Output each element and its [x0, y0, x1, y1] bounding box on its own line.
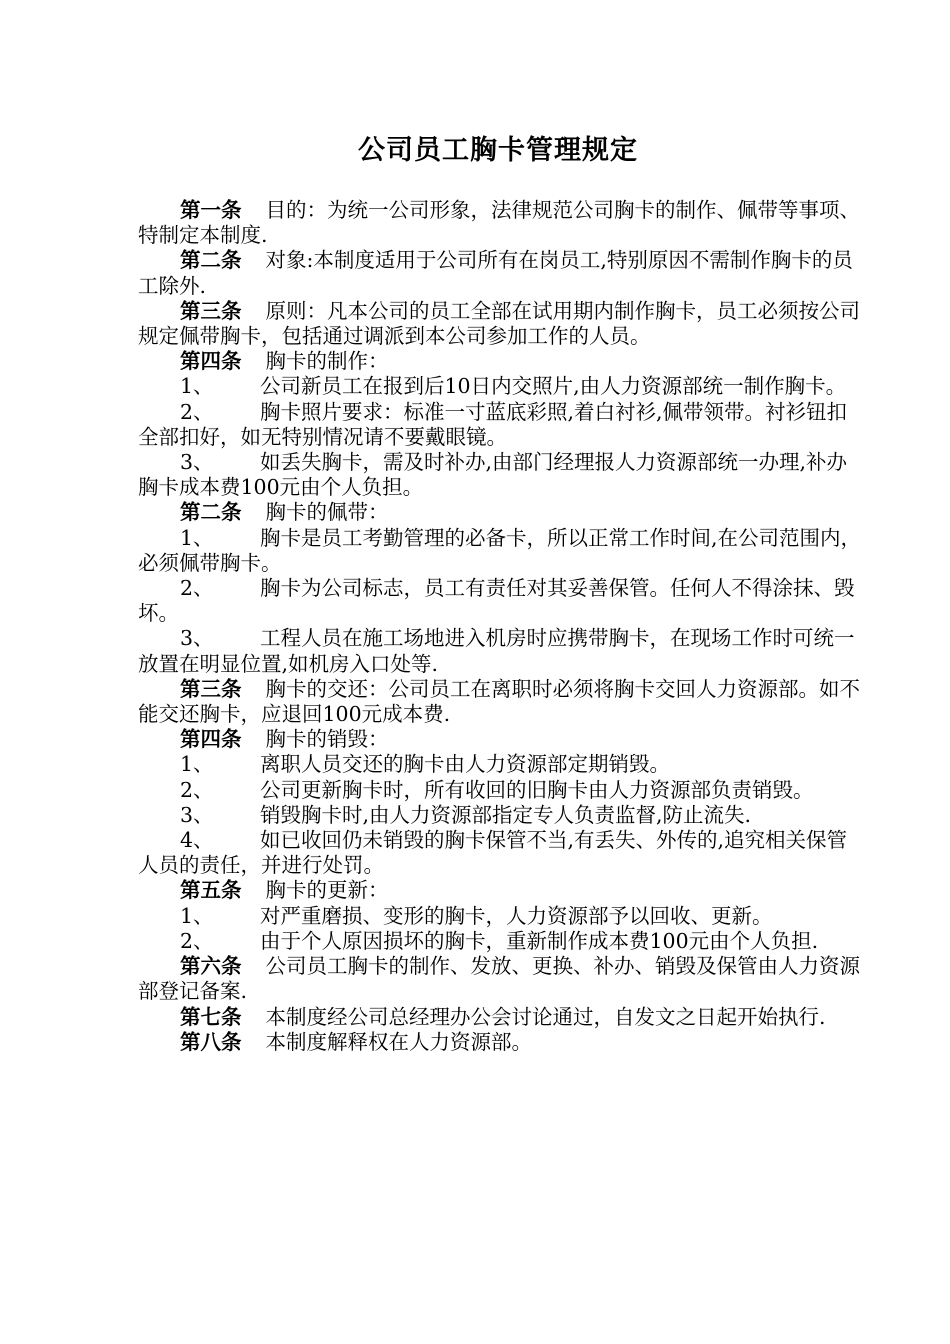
list-number: 2、	[180, 576, 214, 601]
paragraph-text: 公司员工胸卡的制作、发放、更换、补办、销毁及保管由人力资源部登记备案.	[138, 954, 860, 1004]
article-label: 第四条	[180, 349, 242, 374]
list-number: 4、	[180, 828, 214, 853]
list-number: 1、	[180, 752, 214, 777]
article-label: 第六条	[180, 954, 242, 979]
list-item-text: 公司新员工在报到后10日内交照片,由人力资源部统一制作胸卡。	[260, 374, 847, 399]
list-item	[138, 374, 866, 399]
list-item	[138, 400, 866, 450]
paragraph-text: 目的：为统一公司形象，法律规范公司胸卡的制作、佩带等事项、特制定本制度.	[138, 198, 860, 248]
paragraph-text: 胸卡的佩带：	[265, 500, 389, 525]
list-item-text: 公司更新胸卡时，所有收回的旧胸卡由人力资源部负责销毁。	[260, 777, 814, 802]
list-number: 2、	[180, 399, 214, 424]
article-label: 第四条	[180, 727, 242, 752]
list-item	[138, 803, 866, 828]
list-item-text: 由于个人原因损坏的胸卡，重新制作成本费100元由个人负担.	[260, 928, 819, 953]
list-item	[138, 626, 866, 676]
paragraph-article-3b	[138, 677, 866, 727]
paragraph-text: 胸卡的制作：	[265, 349, 389, 374]
list-item-text: 销毁胸卡时,由人力资源部指定专人负责监督,防止流失.	[260, 802, 752, 827]
list-item-text: 胸卡照片要求：标准一寸蓝底彩照,着白衬衫,佩带领带。衬衫钮扣全部扣好，如无特别情况请不要戴眼镜。	[138, 399, 848, 449]
list-item-text: 胸卡是员工考勤管理的必备卡，所以正常工作时间,在公司范围内，必须佩带胸卡。	[138, 525, 862, 575]
paragraph-text: 胸卡的交还：公司员工在离职时必须将胸卡交回人力资源部。如不能交还胸卡，应退回100元成本费.	[138, 676, 860, 727]
list-item-text: 对严重磨损、变形的胸卡，人力资源部予以回收、更新。	[260, 903, 773, 928]
list-item	[138, 752, 866, 777]
article-label: 第二条	[180, 500, 242, 525]
paragraph-text: 本制度解释权在人力资源部。	[265, 1029, 532, 1054]
list-item-text: 胸卡为公司标志，员工有责任对其妥善保管。任何人不得涂抹、毁坏。	[138, 576, 855, 626]
list-item-text: 工程人员在施工场地进入机房时应携带胸卡，在现场工作时可统一放置在明显位置,如机房入口处等.	[138, 626, 855, 676]
list-item-text: 如丢失胸卡，需及时补办,由部门经理报人力资源部统一办理,补办胸卡成本费100元由个人负担。	[138, 450, 848, 500]
paragraph-text: 本制度经公司总经理办公会讨论通过，自发文之日起开始执行.	[265, 1004, 826, 1029]
paragraph-text: 胸卡的销毁：	[265, 727, 389, 752]
paragraph-article-7	[138, 1005, 866, 1030]
article-label: 第二条	[180, 248, 242, 273]
paragraph-article-4	[138, 349, 866, 374]
document-title: 公司员工胸卡管理规定	[358, 135, 638, 166]
paragraph-text: 胸卡的更新：	[265, 878, 389, 903]
document-body	[138, 198, 866, 1055]
paragraph-article-3	[138, 299, 866, 349]
article-label: 第三条	[180, 298, 242, 323]
paragraph-article-8	[138, 1030, 866, 1055]
list-number: 1、	[180, 374, 214, 399]
list-item	[138, 576, 866, 626]
article-label: 第七条	[180, 1004, 242, 1029]
list-item	[138, 828, 866, 878]
article-label: 第一条	[180, 198, 242, 222]
list-number: 3、	[180, 626, 214, 651]
list-number: 3、	[180, 450, 214, 475]
paragraph-article-1	[138, 198, 866, 248]
list-item	[138, 526, 866, 576]
article-label: 第三条	[180, 676, 242, 701]
paragraph-article-2	[138, 248, 866, 298]
list-item	[138, 450, 866, 500]
list-number: 1、	[180, 903, 214, 928]
paragraph-article-5	[138, 878, 866, 903]
list-item	[138, 778, 866, 803]
paragraph-text: 对象:本制度适用于公司所有在岗员工,特别原因不需制作胸卡的员工除外.	[138, 248, 853, 298]
article-label: 第八条	[180, 1029, 242, 1054]
list-number: 2、	[180, 777, 214, 802]
paragraph-article-2b	[138, 500, 866, 525]
list-item	[138, 904, 866, 929]
list-item-text: 如已收回仍未销毁的胸卡保管不当,有丢失、外传的,追究相关保管人员的责任，并进行处罚。	[138, 828, 848, 878]
paragraph-article-4b	[138, 727, 866, 752]
list-number: 3、	[180, 802, 214, 827]
list-item	[138, 929, 866, 954]
list-item-text: 离职人员交还的胸卡由人力资源部定期销毁。	[260, 752, 670, 777]
paragraph-article-6	[138, 954, 866, 1004]
article-label: 第五条	[180, 878, 242, 903]
list-number: 2、	[180, 928, 214, 953]
paragraph-text: 原则：凡本公司的员工全部在试用期内制作胸卡，员工必须按公司规定佩带胸卡，包括通过调派到本公司参加工作的人员。	[138, 298, 860, 349]
list-number: 1、	[180, 525, 214, 550]
